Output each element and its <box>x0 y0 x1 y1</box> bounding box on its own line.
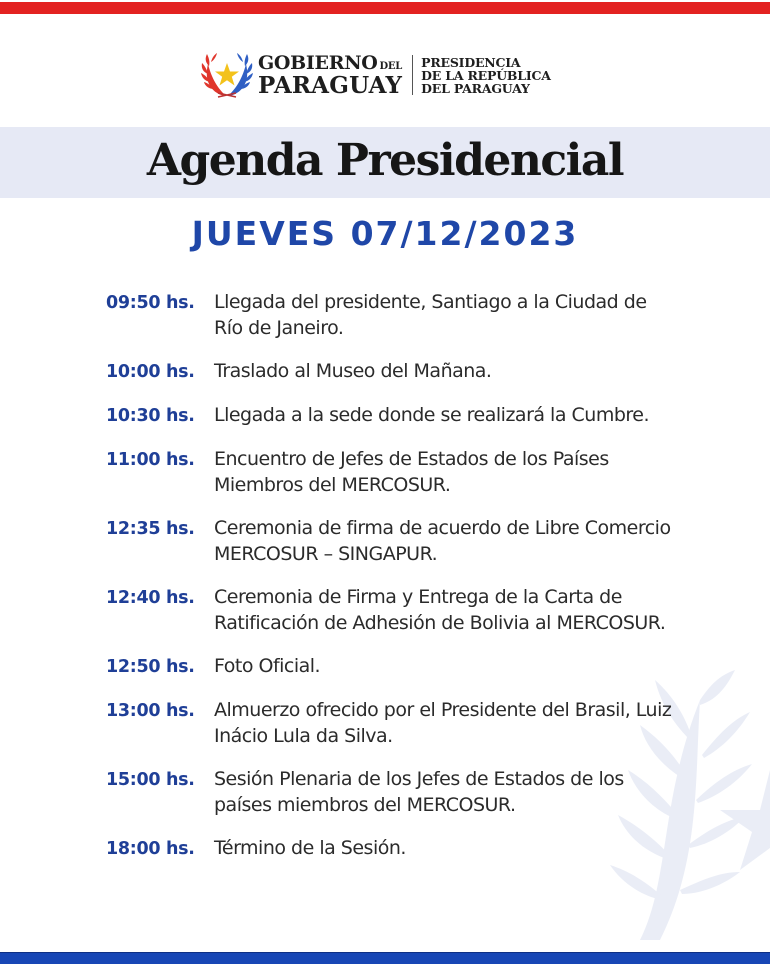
agenda-list <box>106 289 686 879</box>
agenda-time: 12:40 hs. <box>106 588 195 608</box>
agenda-item <box>106 766 686 818</box>
agenda-time: 10:30 hs. <box>106 406 195 426</box>
agenda-time: 12:35 hs. <box>106 519 195 539</box>
gov-line1: GOBIERNO <box>258 51 378 74</box>
logo-divider <box>412 55 413 95</box>
bottom-blue-bar <box>0 952 770 964</box>
pres-line1: PRESIDENCIA <box>421 54 521 70</box>
agenda-time: 11:00 hs. <box>106 450 195 470</box>
agenda-description: Almuerzo ofrecido por el Presidente del Brasil, Luiz Inácio Lula da Silva. <box>214 699 672 747</box>
agenda-description: Sesión Plenaria de los Jefes de Estados de los países miembros del MERCOSUR. <box>214 768 624 816</box>
agenda-time: 15:00 hs. <box>106 770 195 790</box>
agenda-description: Traslado al Museo del Mañana. <box>214 360 492 382</box>
agenda-item <box>106 584 686 636</box>
agenda-item <box>106 402 686 429</box>
agenda-time: 09:50 hs. <box>106 293 195 313</box>
agenda-description: Término de la Sesión. <box>214 837 406 859</box>
agenda-item <box>106 358 686 385</box>
agenda-item <box>106 289 686 341</box>
agenda-time: 12:50 hs. <box>106 657 195 677</box>
agenda-date: JUEVES 07/12/2023 <box>191 214 579 253</box>
top-red-bar <box>0 2 770 14</box>
government-logo <box>200 48 551 102</box>
presidency-wordmark <box>421 56 551 95</box>
agenda-item <box>106 653 686 680</box>
gov-del: DEL <box>379 60 402 72</box>
agenda-description: Encuentro de Jefes de Estados de los Países Miembros del MERCOSUR. <box>214 448 609 496</box>
page-title: Agenda Presidencial <box>146 135 624 186</box>
pres-line2: DE LA REPÚBLICA <box>421 67 551 83</box>
agenda-description: Llegada del presidente, Santiago a la Ciudad de Río de Janeiro. <box>214 291 647 339</box>
agenda-time: 10:00 hs. <box>106 362 195 382</box>
agenda-description: Foto Oficial. <box>214 655 321 677</box>
agenda-description: Llegada a la sede donde se realizará la Cumbre. <box>214 404 650 426</box>
agenda-item <box>106 697 686 749</box>
agenda-description: Ceremonia de Firma y Entrega de la Carta de Ratificación de Adhesión de Bolivia al MERCOSUR. <box>214 586 666 634</box>
agenda-description: Ceremonia de firma de acuerdo de Libre Comercio MERCOSUR – SINGAPUR. <box>214 517 671 565</box>
title-band <box>0 127 770 198</box>
agenda-item <box>106 446 686 498</box>
gov-wordmark <box>258 51 403 99</box>
agenda-time: 13:00 hs. <box>106 701 195 721</box>
agenda-item <box>106 835 686 862</box>
gov-line2: PARAGUAY <box>258 71 403 99</box>
pres-line3: DEL PARAGUAY <box>421 80 530 96</box>
paraguay-emblem-icon <box>200 48 254 102</box>
agenda-time: 18:00 hs. <box>106 839 195 859</box>
agenda-item <box>106 515 686 567</box>
